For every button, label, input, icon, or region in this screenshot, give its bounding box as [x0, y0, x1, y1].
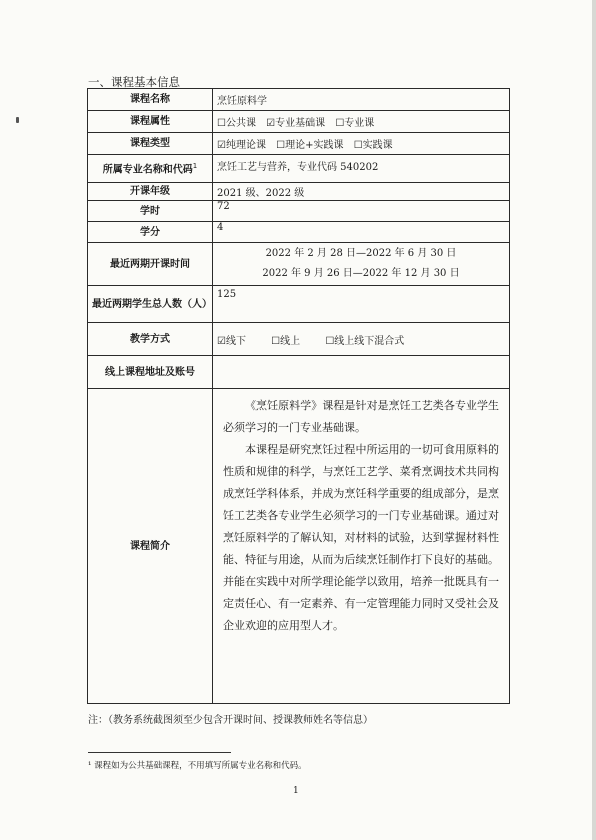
- value-mode: [213, 323, 510, 356]
- footnote: ¹ 课程如为公共基础课程，不用填写所属专业名称和代码。: [88, 761, 307, 771]
- option-basic: ☑专业基础课: [266, 118, 326, 129]
- row-intro: [88, 389, 510, 704]
- label-grade: 开课年级: [88, 183, 213, 201]
- value-dates: [213, 243, 510, 286]
- row-students: [88, 286, 510, 323]
- row-dates: [88, 243, 510, 286]
- value-course-name: 烹饪原料学: [213, 89, 510, 111]
- option-offline: ☑线下: [217, 335, 246, 347]
- option-hybrid: ☐线上线下混合式: [325, 335, 405, 347]
- row-credits: [88, 222, 510, 243]
- row-hours: [88, 201, 510, 222]
- option-public: ☐公共课: [217, 118, 256, 129]
- date-range-1: 2022 年 2 月 28 日—2022 年 6 月 30 日: [265, 248, 457, 259]
- value-credits: 4: [213, 222, 510, 243]
- date-range-2: 2022 年 9 月 26 日—2022 年 12 月 30 日: [262, 268, 460, 279]
- value-hours: 72: [213, 201, 510, 222]
- option-major: ☐专业课: [335, 118, 375, 129]
- option-theory-practice: ☐理论+实践课: [276, 140, 344, 151]
- section-title: 一、课程基本信息: [88, 75, 180, 89]
- row-major: [88, 155, 510, 183]
- option-theory: ☑纯理论课: [217, 140, 266, 151]
- option-online: ☐线上: [271, 335, 301, 347]
- footnote-ref: 1: [192, 162, 198, 171]
- page-number: 1: [293, 786, 299, 796]
- value-grade: 2021 级、2022 级: [213, 183, 510, 201]
- label-intro: 课程简介: [88, 389, 213, 704]
- value-intro: [213, 389, 510, 704]
- label-mode: 教学方式: [88, 323, 213, 356]
- scan-edge: [592, 0, 596, 840]
- table-note: 注：（教务系统截图须至少包含开课时间、授课教师姓名等信息）: [88, 715, 373, 726]
- label-credits: 学分: [88, 222, 213, 243]
- course-info-table: [87, 88, 510, 704]
- row-mode: [88, 323, 510, 356]
- row-grade: [88, 183, 510, 201]
- intro-paragraph-2: 本课程是研究烹饪过程中所运用的一切可食用原料的性质和规律的科学，与烹饪工艺学、菜肴烹调技术共同构成烹饪学科体系，并成为烹饪科学重要的组成部分，是烹饪工艺类各专业学生必须学习的一门专业基础课。通过对烹饪原料学的了解认知，对材料的试验，达到掌握材料性能、特征与用途，从而为后续烹饪制作打下良好的基础。并能在实践中对所学理论能学以致用，培养一批既具有一定责任心、有一定素养、有一定管理能力同时又受社会及企业欢迎的应用型人才。: [223, 443, 499, 632]
- value-course-type: [213, 133, 510, 155]
- label-course-type: 课程类型: [88, 133, 213, 155]
- label-course-name: 课程名称: [88, 89, 213, 111]
- value-major: 烹饪工艺与营养，专业代码 540202: [213, 155, 510, 183]
- intro-paragraph-1: 《烹饪原料学》课程是针对是烹饪工艺类各专业学生必须学习的一门专业基础课。: [223, 399, 499, 434]
- label-dates: 最近两期开课时间: [88, 243, 213, 286]
- label-hours: 学时: [88, 201, 213, 222]
- row-course-attr: [88, 111, 510, 133]
- row-course-type: [88, 133, 510, 155]
- label-online-address: 线上课程地址及账号: [88, 356, 213, 389]
- label-students: 最近两期学生总人数（人）: [88, 286, 213, 323]
- scan-speck: [16, 117, 19, 123]
- footnote-divider: [88, 752, 231, 753]
- row-online-address: [88, 356, 510, 389]
- row-course-name: [88, 89, 510, 111]
- label-course-attr: 课程属性: [88, 111, 213, 133]
- value-course-attr: [213, 111, 510, 133]
- label-major: 所属专业名称和代码$^1$: [88, 155, 213, 183]
- value-students: 125: [213, 286, 510, 323]
- value-online-address: [213, 356, 510, 389]
- option-practice: ☐实践课: [353, 140, 393, 151]
